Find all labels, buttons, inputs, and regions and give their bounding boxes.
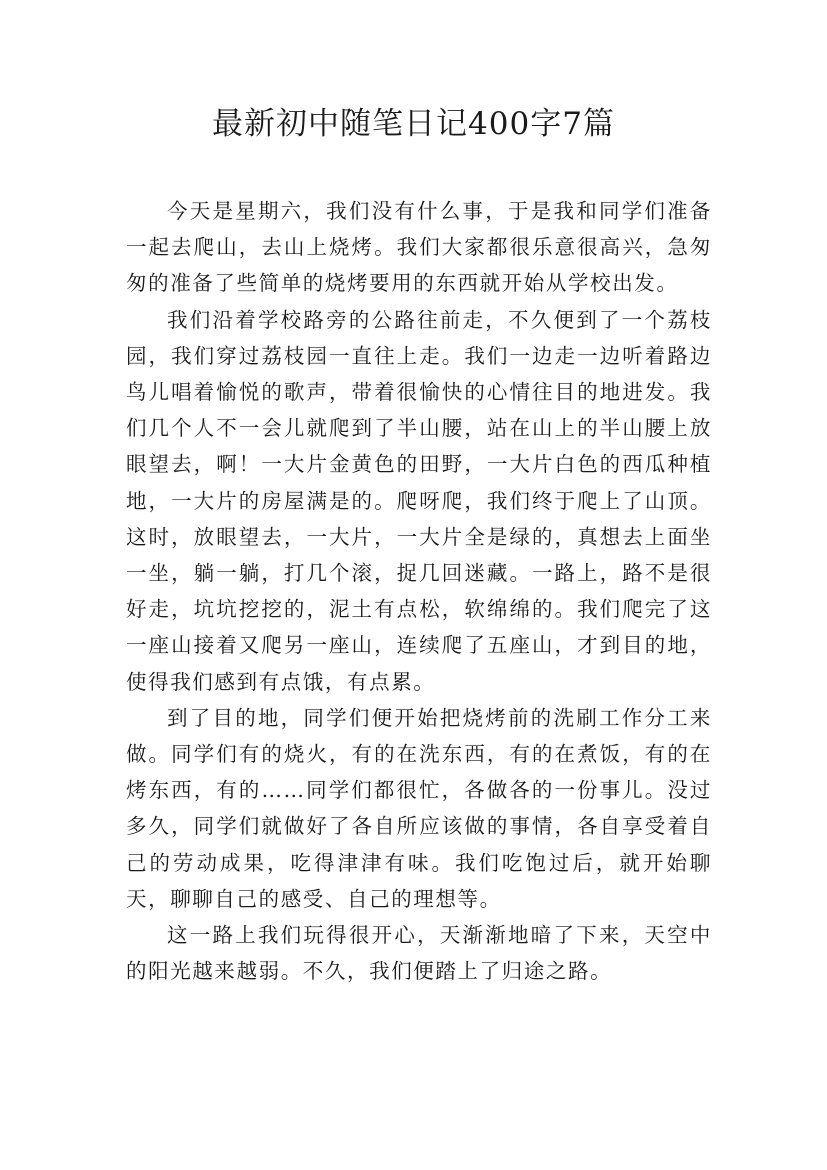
- paragraph: 我们沿着学校路旁的公路往前走，不久便到了一个荔枝园，我们穿过荔枝园一直往上走。我们一边走一边听着路边鸟儿唱着愉悦的歌声，带着很愉快的心情往目的地进发。我们几个人不一会儿就爬到了半山腰，站在山上的半山腰上放眼望去，啊！一大片金黄色的田野，一大片白色的西瓜种植地，一大片的房屋满是的。爬呀爬，我们终于爬上了山顶。这时，放眼望去，一大片，一大片全是绿的，真想去上面坐一坐，躺一躺，打几个滚，捉几回迷藏。一路上，路不是很好走，坑坑挖挖的，泥土有点松，软绵绵的。我们爬完了这一座山接着又爬另一座山，连续爬了五座山，才到目的地，使得我们感到有点饿，有点累。: [126, 307, 712, 694]
- document-body: [126, 193, 712, 989]
- document-title: 最新初中随笔日记400字7篇: [212, 106, 615, 142]
- paragraph: 这一路上我们玩得很开心，天渐渐地暗了下来，天空中的阳光越来越弱。不久，我们便踏上了归途之路。: [126, 923, 712, 984]
- paragraph: 今天是星期六，我们没有什么事，于是我和同学们准备一起去爬山，去山上烧烤。我们大家都很乐意很高兴，急匆匆的准备了些简单的烧烤要用的东西就开始从学校出发。: [126, 199, 712, 296]
- paragraph: 到了目的地，同学们便开始把烧烤前的洗刷工作分工来做。同学们有的烧火，有的在洗东西，有的在煮饭，有的在烤东西，有的……同学们都很忙，各做各的一份事儿。没过多久，同学们就做好了各自所应该做的事情，各自享受着自己的劳动成果，吃得津津有味。我们吃饱过后，就开始聊天，聊聊自己的感受、自己的理想等。: [126, 705, 712, 911]
